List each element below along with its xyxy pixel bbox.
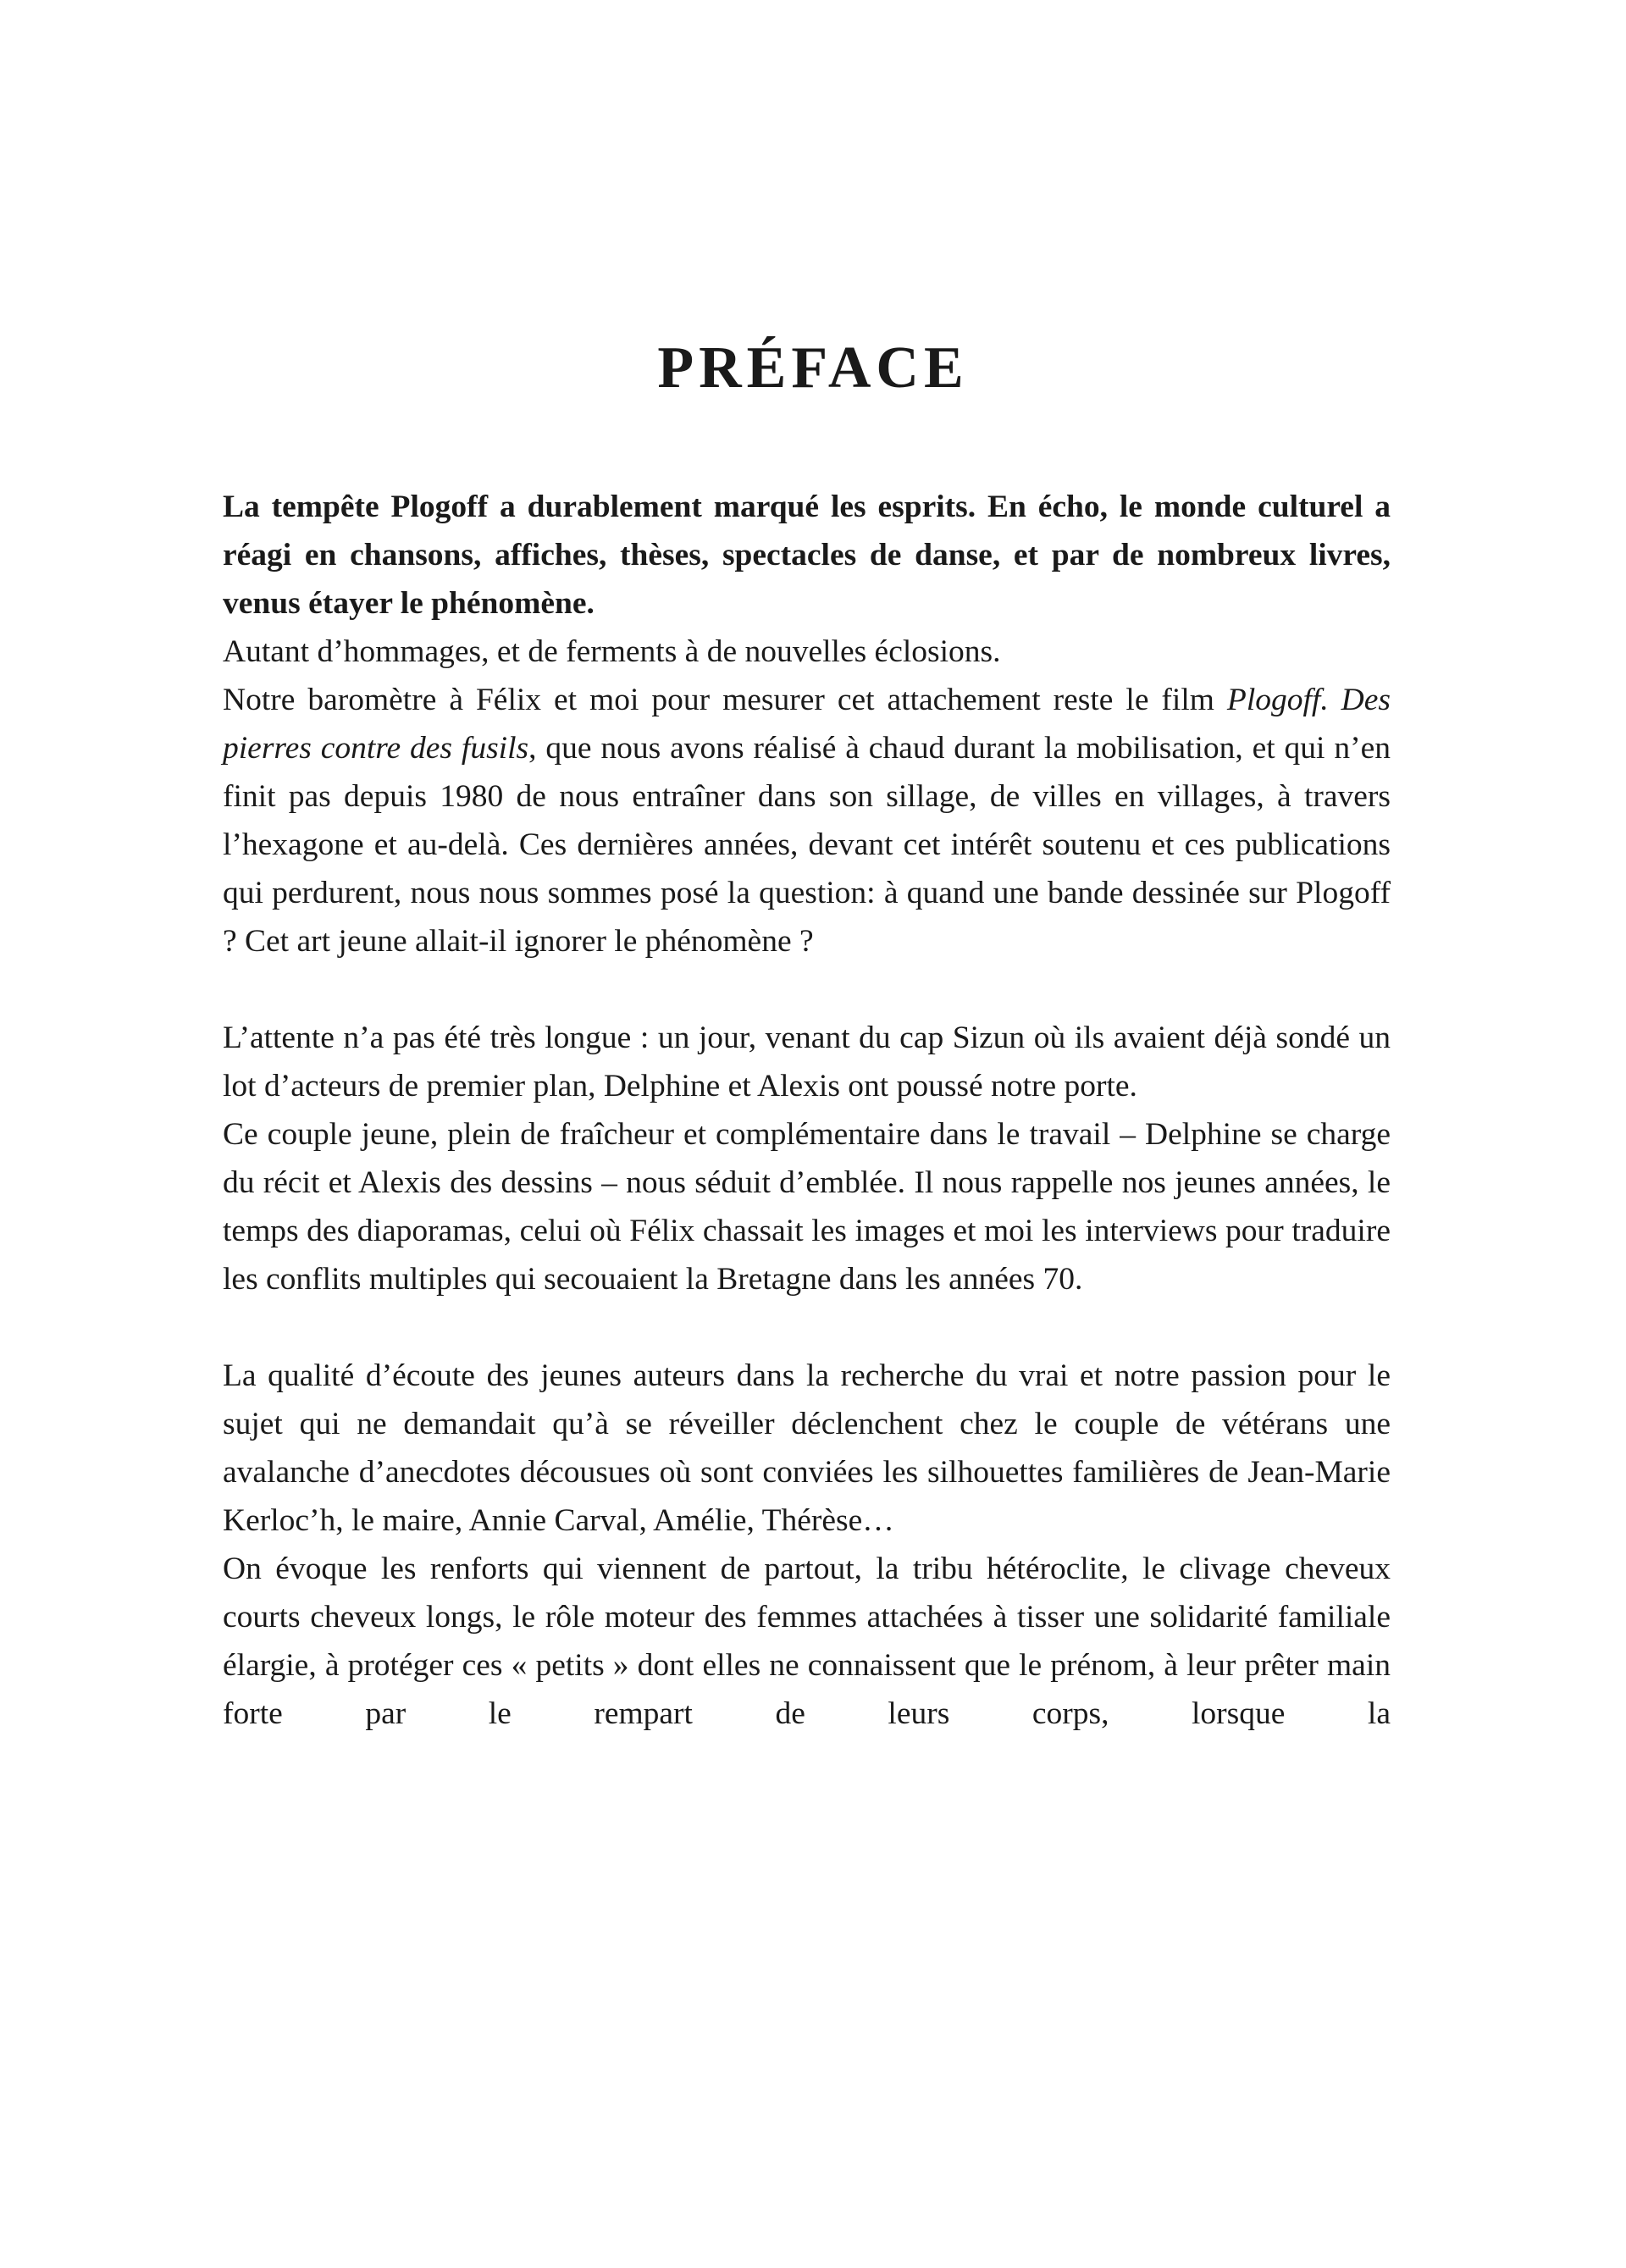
preface-body [223,483,1391,1738]
paragraph-attente: L’attente n’a pas été très longue : un jour, venant du cap Sizun où ils avaient déjà sondé un lot d’acteurs de premier plan, Delphine et Alexis ont poussé notre porte. [223,1021,1391,1104]
lead-paragraph: La tempête Plogoff a durablement marqué les esprits. En écho, le monde culturel a réagi en chansons, affiches, thèses, spectacles de danse, et par de nombreux livres, venus étayer le phénomène. [223,490,1391,621]
paragraph-barometre [223,676,1391,965]
paragraph-renforts: On évoque les renforts qui viennent de partout, la tribu hétéroclite, le clivage cheveux courts cheveux longs, le rôle moteur des femmes attachées à tisser une solidarité familiale élargie, à protéger ces « petits » dont elles ne connaissent que le prénom, à leur prêter main forte par le rempart de leurs corps, lorsque la [223,1552,1391,1731]
paragraph-barometre-start: Notre baromètre à Félix et moi pour mesurer cet attachement reste le film [223,683,1227,717]
paragraph-hommages: Autant d’hommages, et de ferments à de nouvelles éclosions. [223,634,1001,669]
paragraph-qualite: La qualité d’écoute des jeunes auteurs dans la recherche du vrai et notre passion pour le sujet qui ne demandait qu’à se réveiller déclenchent chez le couple de vétérans une avalanche d’anecdotes décousues où sont conviées les silhouettes familières de Jean-Marie Kerloc’h, le maire, Annie Carval, Amélie, Thérèse… [223,1358,1391,1538]
page-title: PRÉFACE [657,335,969,401]
film-title: Plogoff. Des pierres contre des fusils [223,683,1391,766]
paragraph-couple: Ce couple jeune, plein de fraîcheur et complémentaire dans le travail – Delphine se charge du récit et Alexis des dessins – nous séduit d’emblée. Il nous rappelle nos jeunes années, le temps des diaporamas, celui où Félix chassait les images et moi les interviews pour traduire les conflits multiples qui secouaient la Bretagne dans les années 70. [223,1117,1391,1297]
paragraph-barometre-end: , que nous avons réalisé à chaud durant la mobilisation, et qui n’en finit pas depuis 1980 de nous entraîner dans son sillage, de villes en villages, à travers l’hexagone et au-delà. Ces dernières années, devant cet intérêt soutenu et ces publications qui perdurent, nous nous sommes posé la question: à quand une bande dessinée sur Plogoff ? Cet art jeune allait-il ignorer le phénomène ? [223,731,1391,959]
